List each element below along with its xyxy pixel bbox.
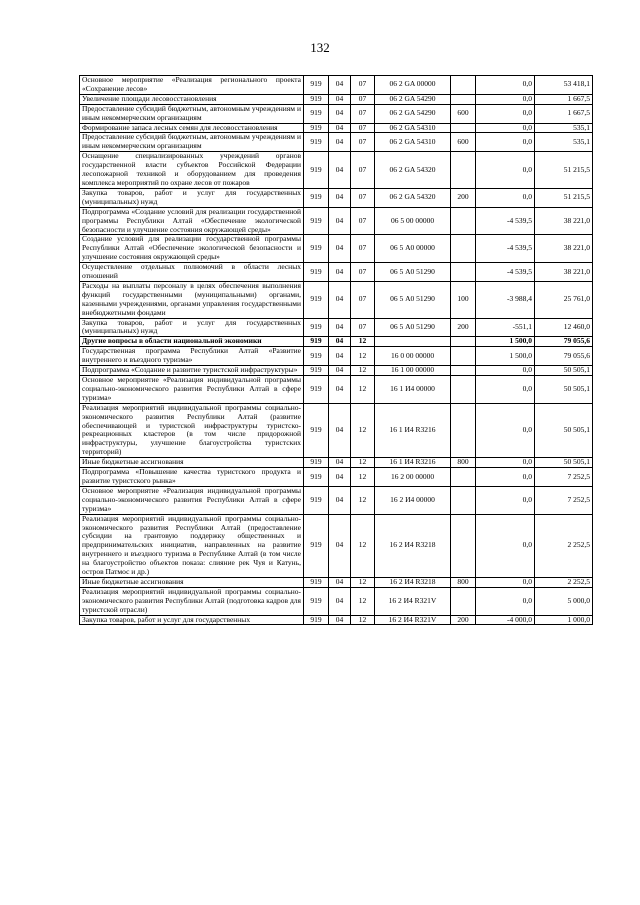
row-subsection-code: 07	[351, 133, 375, 152]
row-admin-code: 919	[304, 468, 329, 487]
row-target-code: 16 1 И4 00000	[375, 376, 451, 404]
row-change-amount: 0,0	[476, 403, 535, 457]
row-target-code: 06 2 GA 54320	[375, 152, 451, 189]
row-change-amount: 0,0	[476, 133, 535, 152]
row-name: Подпрограмма «Повышение качества туристского продукта и развитие туристского рынка»	[80, 468, 304, 487]
row-total-amount: 38 221,0	[535, 207, 593, 235]
row-subsection-code: 07	[351, 104, 375, 123]
row-total-amount: 50 505,1	[535, 403, 593, 457]
row-admin-code: 919	[304, 458, 329, 468]
row-total-amount: 50 505,1	[535, 376, 593, 404]
row-expense-type	[451, 587, 476, 615]
table-row	[80, 486, 593, 514]
table-row	[80, 337, 593, 347]
row-admin-code: 919	[304, 615, 329, 625]
row-section-code: 04	[329, 403, 351, 457]
row-change-amount: 0,0	[476, 188, 535, 207]
row-section-code: 04	[329, 347, 351, 366]
row-admin-code: 919	[304, 347, 329, 366]
row-target-code: 16 1 00 00000	[375, 366, 451, 376]
row-change-amount: -4 539,5	[476, 207, 535, 235]
table-row	[80, 94, 593, 104]
row-subsection-code: 12	[351, 587, 375, 615]
row-change-amount: -4 000,0	[476, 615, 535, 625]
table-row	[80, 403, 593, 457]
row-change-amount: 0,0	[476, 76, 535, 95]
row-change-amount: -3 988,4	[476, 281, 535, 318]
row-name: Основное мероприятие «Реализация индивидуальной программы социально-экономического развития Республики Алтай в сфере туризма»	[80, 376, 304, 404]
row-subsection-code: 07	[351, 235, 375, 263]
row-section-code: 04	[329, 514, 351, 577]
row-total-amount: 51 215,5	[535, 188, 593, 207]
row-expense-type	[451, 207, 476, 235]
row-total-amount: 2 252,5	[535, 577, 593, 587]
row-change-amount: -4 539,5	[476, 235, 535, 263]
row-change-amount: 0,0	[476, 468, 535, 487]
row-subsection-code: 07	[351, 263, 375, 282]
row-admin-code: 919	[304, 133, 329, 152]
row-subsection-code: 12	[351, 337, 375, 347]
row-total-amount: 38 221,0	[535, 235, 593, 263]
row-admin-code: 919	[304, 366, 329, 376]
row-name: Подпрограмма «Создание условий для реализации государственной программы Республики Алтай «Обеспечение экологической безопасности и улучшение состояния окружающей среды»	[80, 207, 304, 235]
row-expense-type	[451, 366, 476, 376]
row-admin-code: 919	[304, 403, 329, 457]
row-target-code: 06 5 А0 51290	[375, 318, 451, 337]
row-name: Закупка товаров, работ и услуг для государственных (муниципальных) нужд	[80, 188, 304, 207]
table-row	[80, 104, 593, 123]
row-expense-type	[451, 486, 476, 514]
row-name: Увеличение площади лесовосстановления	[80, 94, 304, 104]
row-change-amount: -4 539,5	[476, 263, 535, 282]
row-target-code: 06 2 GA 54290	[375, 94, 451, 104]
row-target-code: 06 5 А0 00000	[375, 235, 451, 263]
row-section-code: 04	[329, 468, 351, 487]
table-row	[80, 514, 593, 577]
row-subsection-code: 07	[351, 94, 375, 104]
row-subsection-code: 12	[351, 615, 375, 625]
row-target-code: 16 2 И4 R321V	[375, 587, 451, 615]
row-admin-code: 919	[304, 94, 329, 104]
row-expense-type	[451, 514, 476, 577]
row-section-code: 04	[329, 207, 351, 235]
row-target-code: 16 2 00 00000	[375, 468, 451, 487]
row-total-amount: 1 000,0	[535, 615, 593, 625]
row-section-code: 04	[329, 577, 351, 587]
row-expense-type	[451, 468, 476, 487]
row-subsection-code: 07	[351, 123, 375, 133]
row-total-amount: 50 505,1	[535, 366, 593, 376]
row-section-code: 04	[329, 152, 351, 189]
row-change-amount: 0,0	[476, 104, 535, 123]
row-change-amount: 1 500,0	[476, 337, 535, 347]
row-section-code: 04	[329, 104, 351, 123]
row-change-amount: 0,0	[476, 123, 535, 133]
row-section-code: 04	[329, 281, 351, 318]
row-admin-code: 919	[304, 587, 329, 615]
row-subsection-code: 12	[351, 486, 375, 514]
row-expense-type: 600	[451, 104, 476, 123]
row-section-code: 04	[329, 123, 351, 133]
row-total-amount: 5 000,0	[535, 587, 593, 615]
row-change-amount: 0,0	[476, 577, 535, 587]
row-section-code: 04	[329, 486, 351, 514]
row-change-amount: 0,0	[476, 514, 535, 577]
row-name: Подпрограмма «Создание и развитие туристской инфраструктуры»	[80, 366, 304, 376]
row-name: Реализация мероприятий индивидуальной программы социально-экономического развития Республики Алтай (подготовка кадров для туристской отрасли)	[80, 587, 304, 615]
row-target-code: 06 5 А0 51290	[375, 281, 451, 318]
row-name: Основное мероприятие «Реализация индивидуальной программы социально-экономического развития Республики Алтай в сфере туризма»	[80, 486, 304, 514]
row-name: Предоставление субсидий бюджетным, автономным учреждениям и иным некоммерческим организациям	[80, 133, 304, 152]
page-number: 132	[310, 40, 330, 55]
table-row	[80, 188, 593, 207]
row-target-code: 06 2 GA 54320	[375, 188, 451, 207]
row-subsection-code: 12	[351, 577, 375, 587]
row-name: Расходы на выплаты персоналу в целях обеспечения выполнения функций государственными (муниципальными) органами, казенными учреждениями, органами управления государственными внебюджетными фондами	[80, 281, 304, 318]
row-target-code: 16 0 00 00000	[375, 347, 451, 366]
row-target-code: 16 2 И4 R3218	[375, 577, 451, 587]
row-target-code	[375, 337, 451, 347]
row-name: Формирование запаса лесных семян для лесовосстановления	[80, 123, 304, 133]
row-change-amount: 0,0	[476, 486, 535, 514]
row-expense-type: 100	[451, 281, 476, 318]
row-section-code: 04	[329, 133, 351, 152]
row-total-amount: 1 667,5	[535, 94, 593, 104]
row-subsection-code: 12	[351, 347, 375, 366]
row-admin-code: 919	[304, 235, 329, 263]
row-section-code: 04	[329, 587, 351, 615]
row-total-amount: 12 460,0	[535, 318, 593, 337]
table-row	[80, 347, 593, 366]
row-subsection-code: 07	[351, 152, 375, 189]
row-section-code: 04	[329, 615, 351, 625]
row-total-amount: 50 505,1	[535, 458, 593, 468]
table-row	[80, 207, 593, 235]
row-expense-type	[451, 235, 476, 263]
row-expense-type: 800	[451, 577, 476, 587]
row-total-amount: 51 215,5	[535, 152, 593, 189]
row-subsection-code: 12	[351, 403, 375, 457]
row-change-amount: 1 500,0	[476, 347, 535, 366]
row-subsection-code: 07	[351, 281, 375, 318]
row-name: Предоставление субсидий бюджетным, автономным учреждениям и иным некоммерческим организациям	[80, 104, 304, 123]
table-row	[80, 263, 593, 282]
row-change-amount: 0,0	[476, 366, 535, 376]
table-row	[80, 615, 593, 625]
row-section-code: 04	[329, 318, 351, 337]
row-total-amount: 38 221,0	[535, 263, 593, 282]
row-name: Основное мероприятие «Реализация регионального проекта «Сохранение лесов»	[80, 76, 304, 95]
row-target-code: 16 2 И4 R3218	[375, 514, 451, 577]
row-name: Оснащение специализированных учреждений органов государственной власти субъектов Российской Федерации лесопожарной техникой и оборудованием для проведения комплекса мероприятий по охране лесов от пожаров	[80, 152, 304, 189]
row-target-code: 06 5 А0 51290	[375, 263, 451, 282]
row-admin-code: 919	[304, 152, 329, 189]
row-admin-code: 919	[304, 337, 329, 347]
row-subsection-code: 07	[351, 318, 375, 337]
row-subsection-code: 12	[351, 376, 375, 404]
row-section-code: 04	[329, 235, 351, 263]
row-expense-type	[451, 347, 476, 366]
row-name: Закупка товаров, работ и услуг для государственных (муниципальных) нужд	[80, 318, 304, 337]
table-row	[80, 152, 593, 189]
row-section-code: 04	[329, 263, 351, 282]
table-row	[80, 76, 593, 95]
row-admin-code: 919	[304, 188, 329, 207]
row-change-amount: 0,0	[476, 152, 535, 189]
table-row	[80, 376, 593, 404]
row-expense-type: 800	[451, 458, 476, 468]
row-subsection-code: 12	[351, 458, 375, 468]
row-subsection-code: 07	[351, 188, 375, 207]
table-row	[80, 123, 593, 133]
row-name: Иные бюджетные ассигнования	[80, 577, 304, 587]
row-expense-type: 200	[451, 615, 476, 625]
row-target-code: 06 5 00 00000	[375, 207, 451, 235]
table-body	[80, 76, 593, 625]
row-target-code: 06 2 GA 54310	[375, 123, 451, 133]
table-row	[80, 458, 593, 468]
row-change-amount: -551,1	[476, 318, 535, 337]
table-row	[80, 318, 593, 337]
row-expense-type: 200	[451, 318, 476, 337]
row-section-code: 04	[329, 188, 351, 207]
row-expense-type	[451, 376, 476, 404]
row-target-code: 16 1 И4 R3216	[375, 403, 451, 457]
row-admin-code: 919	[304, 76, 329, 95]
row-total-amount: 7 252,5	[535, 468, 593, 487]
row-expense-type	[451, 337, 476, 347]
row-admin-code: 919	[304, 577, 329, 587]
row-admin-code: 919	[304, 104, 329, 123]
row-name: Иные бюджетные ассигнования	[80, 458, 304, 468]
row-total-amount: 79 055,6	[535, 347, 593, 366]
row-expense-type: 600	[451, 133, 476, 152]
table-row	[80, 366, 593, 376]
table-row	[80, 235, 593, 263]
row-section-code: 04	[329, 376, 351, 404]
row-admin-code: 919	[304, 123, 329, 133]
table-row	[80, 133, 593, 152]
row-name: Реализация мероприятий индивидуальной программы социально-экономического развития Республики Алтай (предоставление субсидии на грантовую поддержку общественных и предпринимательских инициатив, направленных на развитие внутреннего и въездного туризма в Республике Алтай (в том числе на благоустройство объектов показа: слияние рек Чуя и Катунь, остров Патмос и др.)	[80, 514, 304, 577]
row-change-amount: 0,0	[476, 376, 535, 404]
row-change-amount: 0,0	[476, 587, 535, 615]
row-subsection-code: 12	[351, 468, 375, 487]
row-section-code: 04	[329, 337, 351, 347]
row-total-amount: 535,1	[535, 133, 593, 152]
row-admin-code: 919	[304, 318, 329, 337]
table-row	[80, 468, 593, 487]
row-expense-type	[451, 123, 476, 133]
row-total-amount: 7 252,5	[535, 486, 593, 514]
row-target-code: 16 2 И4 00000	[375, 486, 451, 514]
row-name: Другие вопросы в области национальной экономики	[80, 337, 304, 347]
table-row	[80, 587, 593, 615]
row-expense-type	[451, 152, 476, 189]
row-admin-code: 919	[304, 486, 329, 514]
row-name: Закупка товаров, работ и услуг для государственных	[80, 615, 304, 625]
row-section-code: 04	[329, 76, 351, 95]
row-name: Осуществление отдельных полномочий в области лесных отношений	[80, 263, 304, 282]
row-target-code: 06 2 GA 00000	[375, 76, 451, 95]
row-subsection-code: 07	[351, 207, 375, 235]
row-name: Создание условий для реализации государственной программы Республики Алтай «Обеспечение экологической безопасности и улучшение состояния окружающей среды»	[80, 235, 304, 263]
row-change-amount: 0,0	[476, 94, 535, 104]
row-expense-type	[451, 94, 476, 104]
row-subsection-code: 07	[351, 76, 375, 95]
row-section-code: 04	[329, 94, 351, 104]
budget-table	[79, 75, 593, 625]
row-target-code: 06 2 GA 54290	[375, 104, 451, 123]
row-total-amount: 25 761,0	[535, 281, 593, 318]
row-total-amount: 1 667,5	[535, 104, 593, 123]
row-total-amount: 2 252,5	[535, 514, 593, 577]
table-row	[80, 577, 593, 587]
row-expense-type	[451, 76, 476, 95]
row-admin-code: 919	[304, 514, 329, 577]
row-total-amount: 79 055,6	[535, 337, 593, 347]
row-change-amount: 0,0	[476, 458, 535, 468]
row-total-amount: 53 418,1	[535, 76, 593, 95]
row-admin-code: 919	[304, 376, 329, 404]
row-target-code: 16 2 И4 R321V	[375, 615, 451, 625]
row-admin-code: 919	[304, 281, 329, 318]
row-name: Реализация мероприятий индивидуальной программы социально-экономического развития Республики Алтай (развитие обеспечивающей и туристской инфраструктуры туристско-рекреационных кластеров (в том числе придорожной инфраструктуры, улучшение благоустройства туристских территорий)	[80, 403, 304, 457]
row-admin-code: 919	[304, 263, 329, 282]
row-total-amount: 535,1	[535, 123, 593, 133]
row-expense-type	[451, 403, 476, 457]
row-expense-type: 200	[451, 188, 476, 207]
row-target-code: 16 1 И4 R3216	[375, 458, 451, 468]
row-section-code: 04	[329, 458, 351, 468]
row-subsection-code: 12	[351, 366, 375, 376]
row-expense-type	[451, 263, 476, 282]
table-row	[80, 281, 593, 318]
row-subsection-code: 12	[351, 514, 375, 577]
row-admin-code: 919	[304, 207, 329, 235]
row-target-code: 06 2 GA 54310	[375, 133, 451, 152]
row-section-code: 04	[329, 366, 351, 376]
row-name: Государственная программа Республики Алтай «Развитие внутреннего и въездного туризма»	[80, 347, 304, 366]
